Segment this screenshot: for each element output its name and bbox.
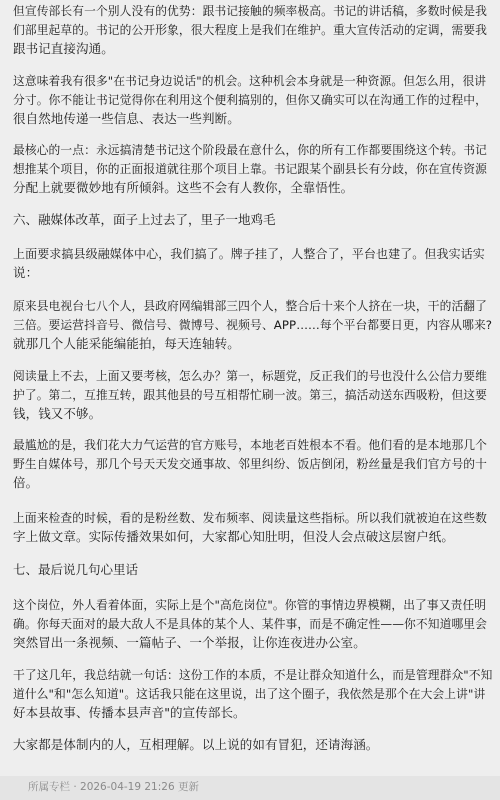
text-line: 这意味着我有很多"在书记身边说话"的机会。这种机会本身就是一种资源。但怎么用，很讲 — [13, 74, 487, 88]
text-line: 原来县电视台七八个人，县政府网编辑部三四个人，整合后十来个人挤在一块，干的活翻了 — [13, 299, 487, 313]
text-line: 钱，钱又不够。 — [13, 406, 102, 421]
text-line: 突然冒出一条视频、一篇帖子、一个举报，让你连夜进办公室。 — [13, 635, 366, 650]
text-line: 最尴尬的是，我们花大力气运营的官方账号，本地老百姓根本不看。他们看的是本地那几个 — [13, 438, 487, 452]
text-line: 阅读量上不去，上面又要考核，怎么办？第一，标题党，反正我们的号也没什么公信力要维 — [13, 369, 487, 383]
section-heading-6: 六、融媒体改革，面子上过去了，里子一地鸡毛 — [13, 212, 276, 227]
text-line: 很自然地传递一些信息、表达一些判断。 — [13, 111, 240, 126]
text-line: 护了。第二，互推互转，跟其他县的号互相帮忙刷一波。第三，搞活动送东西吸粉，但这要 — [13, 388, 487, 402]
text-line: 分配上就要微妙地有所倾斜。这些不会有人教你，全靠悟性。 — [13, 180, 354, 195]
text-line: 想推某个项目，你的正面报道就往那个项目上靠。书记跟某个副县长有分歧，你在宣传资源 — [13, 162, 487, 176]
text-line: 干了这几年，我总结就一句话：这份工作的本质，不是让群众知道什么，而是管理群众"不知 — [13, 668, 493, 682]
text-line: 说： — [13, 265, 39, 280]
text-line: 分寸。你不能让书记觉得你在利用这个便利搞别的，但你又确实可以在沟通工作的过程中， — [13, 93, 487, 107]
text-line: 三倍。要运营抖音号、微信号、微博号、视频号、APP……每个平台都要日更，内容从哪来? — [13, 318, 493, 332]
text-line: 上面来检查的时候，看的是粉丝数、发布频率、阅读量这些指标。所以我们就被迫在这些数 — [13, 511, 487, 525]
text-line: 就那几个人能采能编能拍，每天连轴转。 — [13, 336, 240, 351]
text-line: 道什么"和"怎么知道"。这话我只能在这里说，出了这个圈子，我依然是那个在大会上讲"讲 — [13, 687, 486, 701]
footer-meta: 所属专栏 · 2026-04-19 21:26 更新 — [28, 781, 199, 793]
text-line: 确。你每天面对的最大敌人不是具体的某个人、某件事，而是不确定性——你不知道哪里会 — [13, 617, 487, 631]
text-line: 大家都是体制内的人，互相理解。以上说的如有冒犯，还请海涵。 — [13, 737, 379, 752]
text-line: 最核心的一点：永远搞清楚书记这个阶段最在意什么，你的所有工作都要围绕这个转。书记 — [13, 143, 487, 157]
text-line: 字上做文章。实际传播效果如何，大家都心知肚明，但没人会点破这层窗户纸。 — [13, 529, 455, 544]
text-line: 跟书记直接沟通。 — [13, 41, 114, 56]
article-footer — [0, 776, 500, 800]
text-line: 这个岗位，外人看着体面，实际上是个"高危岗位"。你管的事情边界模糊，出了事又责任明 — [13, 598, 487, 612]
text-line: 上面要求搞县级融媒体中心，我们搞了。牌子挂了，人整合了，平台也建了。但我实话实 — [13, 247, 485, 261]
text-line: 好本县故事、传播本县声音"的宣传部长。 — [13, 705, 246, 720]
section-heading-7: 七、最后说几句心里话 — [13, 562, 139, 577]
text-line: 野生自媒体号，那几个号天天发交通事故、邻里纠纷、饭店倒闭，粉丝量是我们官方号的十 — [13, 457, 487, 471]
text-line: 们部里起草的。书记的公开形象，很大程度上是我们在维护。重大宣传活动的定调，需要我 — [13, 23, 487, 37]
text-line: 倍。 — [13, 475, 39, 490]
text-line: 但宣传部长有一个别人没有的优势：跟书记接触的频率极高。书记的讲话稿，多数时候是我 — [13, 4, 487, 18]
